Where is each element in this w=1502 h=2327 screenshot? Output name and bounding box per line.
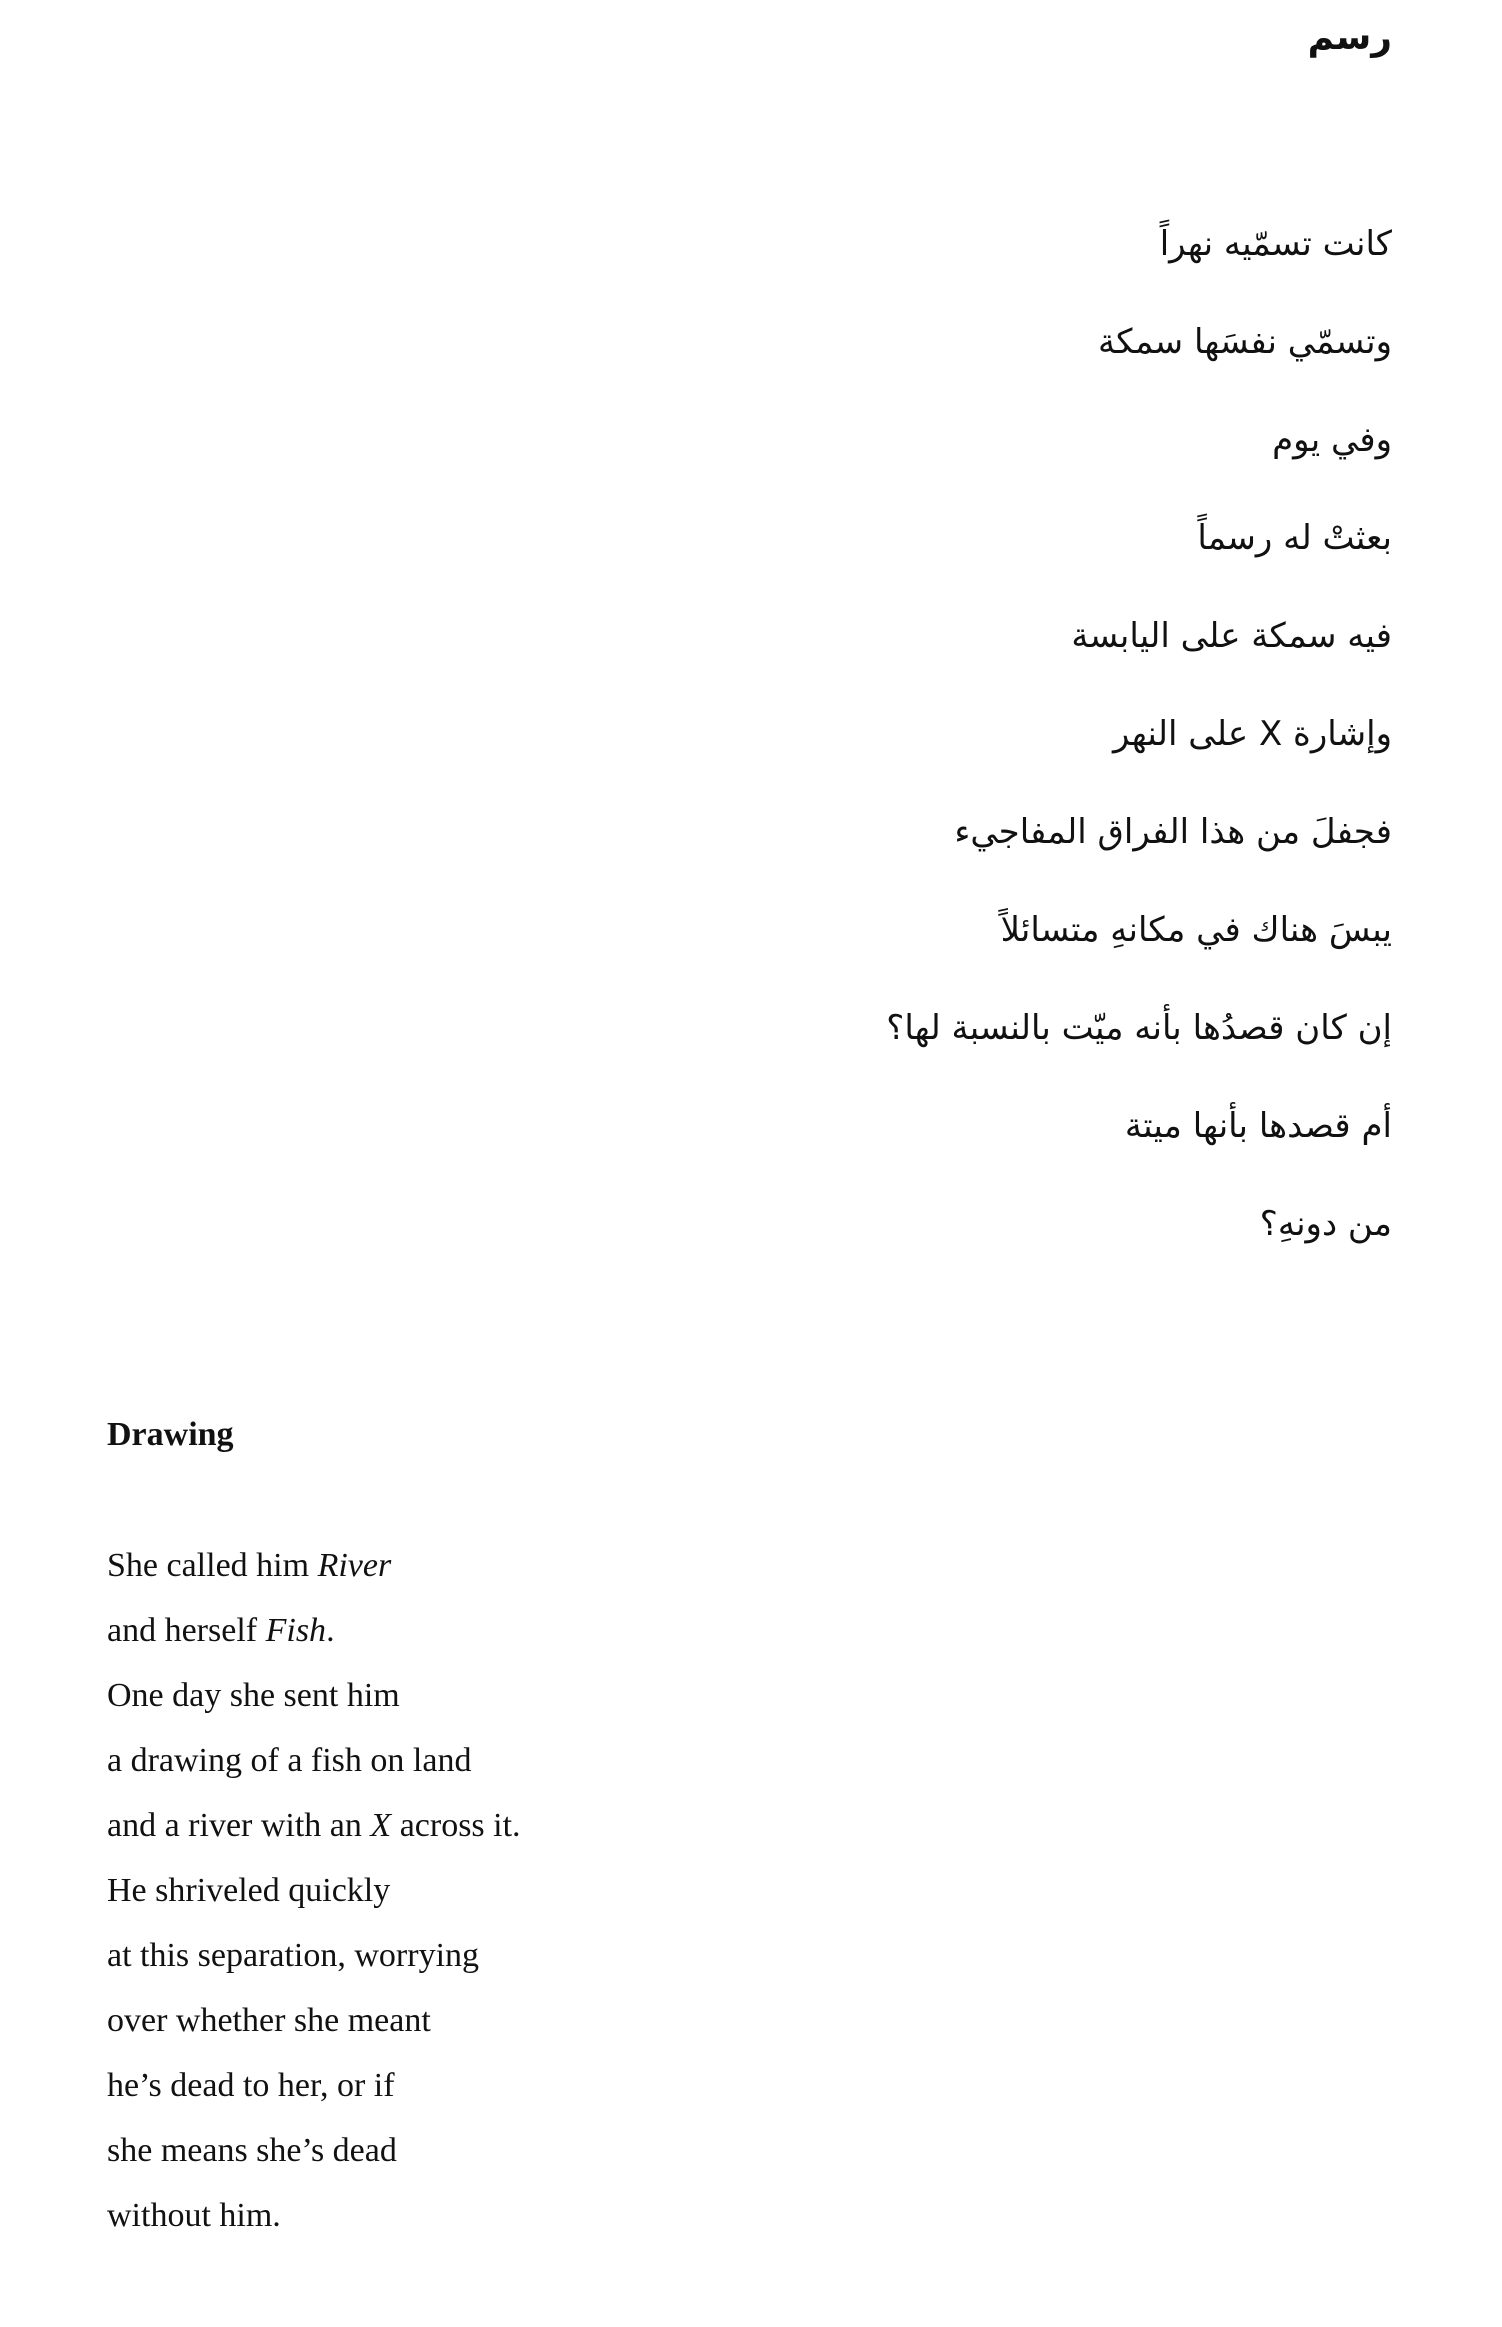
poem-line	[107, 2118, 907, 2183]
poem-line	[107, 1598, 907, 1663]
line-text: One day she sent him	[107, 1677, 400, 1714]
arabic-poem-lines	[886, 195, 1392, 1273]
line-text-after: across it.	[391, 1807, 521, 1844]
poem-line	[107, 1793, 907, 1858]
english-poem	[107, 1405, 907, 2248]
poem-line: وفي يوم	[1272, 420, 1392, 460]
poem-line: فيه سمكة على اليابسة	[1071, 616, 1392, 656]
line-text: at this separation, worrying	[107, 1937, 480, 1974]
line-text: and herself	[107, 1612, 266, 1649]
line-italic-text: X	[370, 1807, 392, 1844]
poem-line	[107, 2183, 907, 2248]
poem-line: من دونهِ؟	[1259, 1204, 1392, 1244]
line-text: He shriveled quickly	[107, 1872, 391, 1909]
poem-line	[107, 1923, 907, 1988]
poem-line	[107, 1728, 907, 1793]
poem-line: يبسَ هناك في مكانهِ متسائلاً	[1000, 910, 1392, 950]
poem-line	[107, 1988, 907, 2053]
line-text: She called him	[107, 1547, 318, 1584]
line-text: a drawing of a fish on land	[107, 1742, 472, 1779]
line-italic-text: Fish	[265, 1612, 327, 1649]
poem-line: وإشارة X على النهر	[1112, 714, 1392, 754]
line-italic-text: River	[317, 1547, 392, 1584]
poem-line: وتسمّي نفسَها سمكة	[1098, 322, 1392, 362]
poem-line: إن كان قصدُها بأنه ميّت بالنسبة لها؟	[886, 1008, 1392, 1048]
poem-line	[107, 1533, 907, 1598]
poem-line	[107, 1858, 907, 1923]
poem-line: بعثتْ له رسماً	[1197, 518, 1392, 558]
line-text: without him.	[107, 2197, 281, 2234]
line-text: and a river with an	[107, 1807, 371, 1844]
line-text: he’s dead to her, or if	[107, 2067, 395, 2104]
poem-line: أم قصدها بأنها ميتة	[1124, 1106, 1392, 1146]
line-text-after: .	[326, 1612, 335, 1649]
poem-line	[107, 2053, 907, 2118]
poem-line: كانت تسمّيه نهراً	[1159, 224, 1392, 264]
english-poem-title: Drawing	[107, 1416, 234, 1453]
english-poem-lines	[107, 1533, 907, 2248]
line-text: over whether she meant	[107, 2002, 431, 2039]
line-text: she means she’s dead	[107, 2132, 397, 2169]
poem-line: فجفلَ من هذا الفراق المفاجيء	[954, 812, 1392, 852]
arabic-poem-title: رسم	[1307, 17, 1392, 58]
poem-line	[107, 1663, 907, 1728]
